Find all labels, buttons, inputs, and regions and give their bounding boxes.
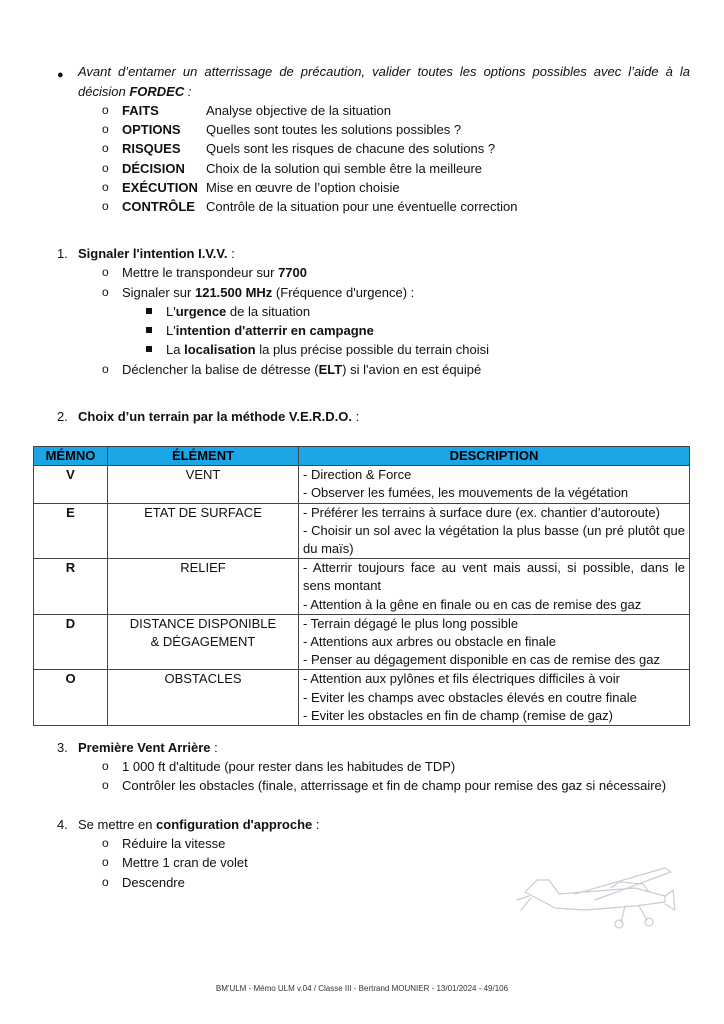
section-4-bold: configuration d'approche xyxy=(156,817,313,832)
section-3-heading xyxy=(78,738,218,758)
element-cell xyxy=(108,614,299,670)
list-item: Mettre 1 cran de volet xyxy=(122,855,248,870)
sub-bullet-icon: o xyxy=(102,103,109,117)
table-row xyxy=(34,670,690,726)
intention-pre: L' xyxy=(166,323,176,338)
element-cell xyxy=(108,670,299,726)
fordec-desc: Contrôle de la situation pour une éventuelle correction xyxy=(206,199,518,214)
urgence-item xyxy=(166,302,310,322)
description-line: - Direction & Force xyxy=(303,467,412,483)
intention-item xyxy=(166,321,374,341)
section-2-colon: : xyxy=(352,409,360,424)
section-4-pre: Se mettre en xyxy=(78,817,157,832)
header-element: ÉLÉMENT xyxy=(108,447,299,466)
element-line: ETAT DE SURFACE xyxy=(144,504,262,520)
description-line: - Terrain dégagé le plus long possible xyxy=(303,615,519,631)
elt-item xyxy=(122,360,481,380)
section-1-colon: : xyxy=(227,246,235,261)
frequency-item xyxy=(122,283,414,303)
section-1-number: 1. xyxy=(57,246,68,261)
description-cell xyxy=(299,670,690,726)
table-row xyxy=(34,559,690,615)
intro-paragraph xyxy=(78,62,690,101)
fordec-key: CONTRÔLE xyxy=(122,199,195,214)
list-item: Réduire la vitesse xyxy=(122,836,226,851)
intro-text: Avant d’entamer un atterrissage de précaution, valider toutes les options possibles avec l’aide à la décision xyxy=(78,64,690,99)
memno-cell: O xyxy=(34,670,108,726)
urgence-bold: urgence xyxy=(175,304,227,319)
element-line: VENT xyxy=(185,467,221,483)
element-line: OBSTACLES xyxy=(164,671,242,687)
description-line: - Attention à la gêne en finale ou en cas de remise des gaz xyxy=(303,596,642,612)
fordec-desc: Choix de la solution qui semble être la meilleure xyxy=(206,161,483,176)
elt-bold: ELT xyxy=(318,362,343,377)
localisation-pre: La xyxy=(166,342,185,357)
fordec-desc: Mise en œuvre de l’option choisie xyxy=(206,180,400,195)
intro-colon: : xyxy=(184,83,192,99)
description-cell xyxy=(299,559,690,615)
fordec-desc: Quelles sont toutes les solutions possibles ? xyxy=(206,122,462,137)
element-cell xyxy=(108,503,299,559)
sub-bullet-icon: o xyxy=(102,199,109,213)
fordec-desc: Analyse objective de la situation xyxy=(206,103,392,118)
intention-bold: intention d'atterrir en campagne xyxy=(175,323,374,338)
elt-pre: Déclencher la balise de détresse ( xyxy=(122,362,319,377)
sub-bullet-icon: o xyxy=(102,265,109,279)
description-line: - Atterrir toujours face au vent mais aussi, si possible, dans le sens montant xyxy=(303,560,685,594)
element-line: DISTANCE DISPONIBLE xyxy=(129,615,277,631)
description-line: - Choisir un sol avec la végétation la plus basse (un pré plutôt que du maïs) xyxy=(303,522,685,557)
localisation-item xyxy=(166,340,489,360)
table-row xyxy=(34,503,690,559)
section-2-heading xyxy=(78,407,359,427)
table-row xyxy=(34,466,690,503)
elt-post: ) si l'avion en est équipé xyxy=(342,362,482,377)
element-line: RELIEF xyxy=(180,560,226,576)
sub-bullet-icon: o xyxy=(102,836,109,850)
square-bullet-icon xyxy=(146,346,152,352)
fordec-desc: Quels sont les risques de chacune des solutions ? xyxy=(206,141,496,156)
description-line: - Attention aux pylônes et fils électriques difficiles à voir xyxy=(303,671,620,687)
sub-bullet-icon: o xyxy=(102,875,109,889)
memno-cell: V xyxy=(34,466,108,503)
description-cell xyxy=(299,614,690,670)
sub-bullet-icon: o xyxy=(102,161,109,175)
memno-cell: R xyxy=(34,559,108,615)
element-cell xyxy=(108,466,299,503)
plane-sketch-icon xyxy=(515,860,685,940)
page-footer: BM'ULM - Mémo ULM v.04 / Classe III - Bertrand MOUNIER - 13/01/2024 - 49/106 xyxy=(215,984,509,993)
element-line: & DÉGAGEMENT xyxy=(150,634,256,650)
urgence-pre: L' xyxy=(166,304,176,319)
description-line: - Attentions aux arbres ou obstacle en finale xyxy=(303,634,556,650)
fordec-key: RISQUES xyxy=(122,141,181,156)
list-item: 1 000 ft d'altitude (pour rester dans les habitudes de TDP) xyxy=(122,759,456,774)
sub-bullet-icon: o xyxy=(102,180,109,194)
urgence-post: de la situation xyxy=(226,304,311,319)
description-line: - Observer les fumées, les mouvements de la végétation xyxy=(303,485,629,501)
frequency-value: 121.500 MHz xyxy=(194,285,273,300)
transponder-text: Mettre le transpondeur sur xyxy=(122,265,279,280)
sub-bullet-icon: o xyxy=(102,122,109,136)
list-item: Contrôler les obstacles (finale, atterrissage et fin de champ pour remise des gaz si nécessaire) xyxy=(122,778,667,793)
description-line: - Eviter les obstacles en fin de champ (remise de gaz) xyxy=(303,707,613,723)
sub-bullet-icon: o xyxy=(102,855,109,869)
frequency-note: (Fréquence d'urgence) : xyxy=(272,285,415,300)
square-bullet-icon xyxy=(146,327,152,333)
sub-bullet-icon: o xyxy=(102,141,109,155)
section-2-number: 2. xyxy=(57,409,68,424)
verdo-table-body xyxy=(34,466,690,726)
description-cell xyxy=(299,503,690,559)
memno-cell: E xyxy=(34,503,108,559)
sub-bullet-icon: o xyxy=(102,778,109,792)
table-header-row xyxy=(34,447,690,466)
section-1-title: Signaler l'intention I.V.V. xyxy=(78,246,228,261)
header-memno: MÉMNO xyxy=(34,447,108,466)
fordec-key: FAITS xyxy=(122,103,159,118)
description-line: - Penser au dégagement disponible en cas de remise des gaz xyxy=(303,652,660,668)
section-1-heading xyxy=(78,244,235,264)
list-item: Descendre xyxy=(122,875,185,890)
memno-cell: D xyxy=(34,614,108,670)
section-3-title: Première Vent Arrière xyxy=(78,740,211,755)
fordec-key: EXÉCUTION xyxy=(122,180,198,195)
transponder-item xyxy=(122,263,307,283)
localisation-post: la plus précise possible du terrain choisi xyxy=(255,342,490,357)
header-description: DESCRIPTION xyxy=(299,447,690,466)
localisation-bold: localisation xyxy=(184,342,256,357)
sub-bullet-icon: o xyxy=(102,285,109,299)
table-row xyxy=(34,614,690,670)
transponder-code: 7700 xyxy=(278,265,307,280)
frequency-text: Signaler sur xyxy=(122,285,195,300)
section-3-colon: : xyxy=(210,740,218,755)
section-3-number: 3. xyxy=(57,740,68,755)
fordec-key: DÉCISION xyxy=(122,161,185,176)
description-cell xyxy=(299,466,690,503)
intro-fordec: FORDEC xyxy=(129,83,185,99)
square-bullet-icon xyxy=(146,308,152,314)
description-line: - Eviter les champs avec obstacles élevés en coutre finale xyxy=(303,689,637,705)
sub-bullet-icon: o xyxy=(102,362,109,376)
section-4-colon: : xyxy=(312,817,320,832)
section-4-heading xyxy=(78,815,319,835)
description-line: - Préférer les terrains à surface dure (ex. chantier d’autoroute) xyxy=(303,504,660,520)
element-cell xyxy=(108,559,299,615)
section-2-title: Choix d’un terrain par la méthode V.E.R.D.O. xyxy=(78,409,353,424)
bullet-dot-icon: ● xyxy=(57,69,64,81)
fordec-key: OPTIONS xyxy=(122,122,181,137)
verdo-table xyxy=(33,446,690,726)
sub-bullet-icon: o xyxy=(102,759,109,773)
section-4-number: 4. xyxy=(57,817,68,832)
